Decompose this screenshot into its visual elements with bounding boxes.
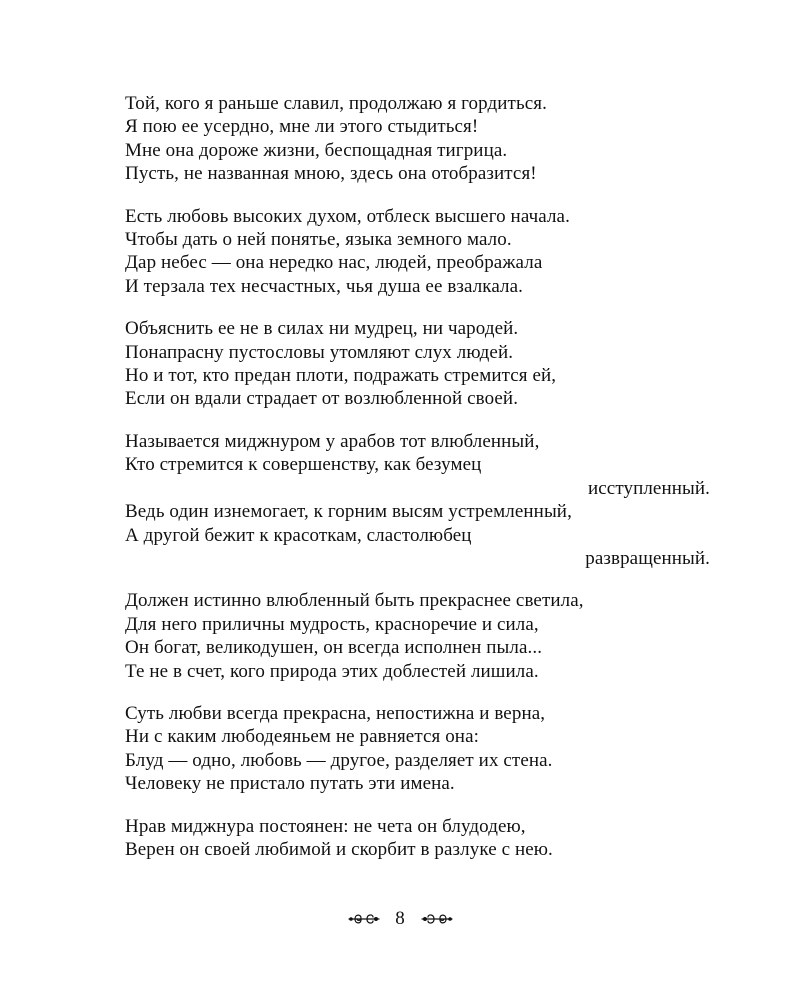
stanza [125,205,725,299]
poem-line: Суть любви всегда прекрасна, непостижна и верна, [125,702,546,724]
poem-line: Называется миджнуром у арабов тот влюбленный, [125,430,540,452]
poem-line: Чтобы дать о ней понятье, языка земного мало. [125,229,512,251]
page-number: 8 [395,907,405,929]
poem-line: Он богат, великодушен, он всегда исполнен пыла... [125,637,543,659]
poem-line: Ни с каким любодеяньем не равняется она: [125,726,479,748]
poem-line: Ведь один изнемогает, к горним высям устремленный, [125,501,572,523]
poem-line: А другой бежит к красоткам, сластолюбец [125,524,472,546]
poem-line: Дар небес — она нередко нас, людей, преображала [125,252,543,274]
poem-line: Верен он своей любимой и скорбит в разлуке с нею. [125,838,553,860]
stanza [125,430,725,570]
poem-line: Пусть, не названная мною, здесь она отобразится! [125,163,537,185]
poem-line: Но и тот, кто предан плоти, подражать стремится ей, [125,365,557,387]
poem-line: И терзала тех несчастных, чья душа ее взалкала. [125,275,524,297]
poem-line: Я пою ее усердно, мне ли этого стыдиться! [125,116,479,138]
poem-line: Кто стремится к совершенству, как безумец [125,454,482,476]
poem-line: Должен истинно влюбленный быть прекраснее светила, [125,590,584,612]
stanza [125,589,725,683]
fleuron-left-icon [347,911,381,927]
poem-line: Если он вдали страдает от возлюбленной своей. [125,388,519,410]
poem-line: Той, кого я раньше славил, продолжаю я гордиться. [125,93,547,114]
poem-line: Понапрасну пустословы утомляют слух людей. [125,341,514,363]
poem-line: Блуд — одно, любовь — другое, разделяет их стена. [125,749,553,771]
stanza [125,702,725,796]
poem-body [125,92,725,880]
poem-line: Мне она дороже жизни, беспощадная тигрица. [125,139,508,161]
poem-line: Человеку не пристало путать эти имена. [125,773,455,795]
stanza [125,815,725,862]
poem-line-continuation: исступленный. [588,477,710,499]
poem-line: Объяснить ее не в силах ни мудрец, ни чародей. [125,318,519,340]
fleuron-right-icon [420,911,454,927]
poem-line-continuation: развращенный. [585,547,710,569]
poem-line: Есть любовь высоких духом, отблеск высшего начала. [125,205,570,227]
page-footer [0,906,800,931]
poem-line: Те не в счет, кого природа этих доблестей лишила. [125,660,539,682]
poem-line: Для него приличны мудрость, красноречие и сила, [125,613,539,635]
stanza [125,317,725,411]
stanza [125,92,725,186]
poem-line: Нрав миджнура постоянен: не чета он блудодею, [125,815,526,837]
